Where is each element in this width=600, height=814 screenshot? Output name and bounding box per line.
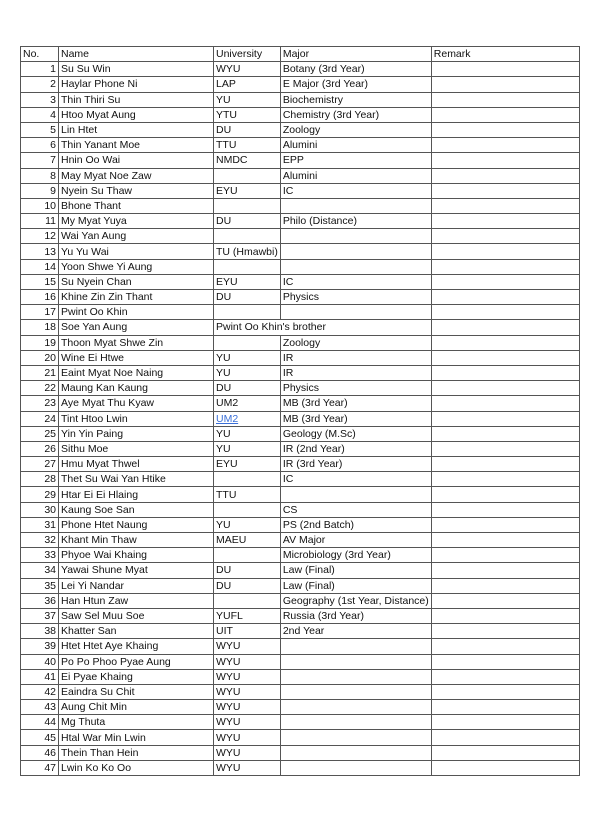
header-row: [21, 47, 580, 62]
cell-name: Aye Myat Thu Kyaw: [59, 396, 214, 411]
cell-remark: [431, 502, 579, 517]
cell-name: Thoon Myat Shwe Zin: [59, 335, 214, 350]
cell-university: [214, 259, 281, 274]
cell-name: Hnin Oo Wai: [59, 153, 214, 168]
table-row: [21, 365, 580, 380]
cell-remark: [431, 244, 579, 259]
header-university: University: [214, 47, 281, 62]
cell-major: [280, 700, 431, 715]
cell-university: MAEU: [214, 533, 281, 548]
cell-major: MB (3rd Year): [280, 396, 431, 411]
cell-remark: [431, 381, 579, 396]
cell-name: Eaint Myat Noe Naing: [59, 365, 214, 380]
cell-remark: [431, 624, 579, 639]
table-row: [21, 700, 580, 715]
cell-no: 16: [21, 290, 59, 305]
cell-name: Su Su Win: [59, 62, 214, 77]
table-row: [21, 350, 580, 365]
cell-university: WYU: [214, 684, 281, 699]
cell-major: [280, 745, 431, 760]
cell-university: WYU: [214, 639, 281, 654]
cell-remark: [431, 62, 579, 77]
cell-major: Russia (3rd Year): [280, 608, 431, 623]
cell-university: YTU: [214, 107, 281, 122]
cell-no: 45: [21, 730, 59, 745]
cell-major: PS (2nd Batch): [280, 517, 431, 532]
cell-name: Eaindra Su Chit: [59, 684, 214, 699]
header-name: Name: [59, 47, 214, 62]
cell-name: Saw Sel Muu Soe: [59, 608, 214, 623]
cell-remark: [431, 77, 579, 92]
cell-name: Han Htun Zaw: [59, 593, 214, 608]
cell-remark: [431, 654, 579, 669]
cell-remark: [431, 760, 579, 775]
cell-remark: [431, 396, 579, 411]
cell-no: 32: [21, 533, 59, 548]
cell-no: 21: [21, 365, 59, 380]
table-row: [21, 183, 580, 198]
cell-no: 31: [21, 517, 59, 532]
cell-remark: [431, 426, 579, 441]
cell-no: 24: [21, 411, 59, 426]
table-row: [21, 639, 580, 654]
cell-remark: [431, 305, 579, 320]
cell-no: 29: [21, 487, 59, 502]
cell-major: Alumini: [280, 138, 431, 153]
student-table-container: [20, 46, 580, 776]
cell-remark: [431, 259, 579, 274]
cell-remark: [431, 517, 579, 532]
cell-name: Wine Ei Htwe: [59, 350, 214, 365]
table-row: [21, 335, 580, 350]
cell-name: Su Nyein Chan: [59, 274, 214, 289]
table-row: [21, 305, 580, 320]
table-row: [21, 472, 580, 487]
cell-remark: [431, 639, 579, 654]
cell-name: Hmu Myat Thwel: [59, 457, 214, 472]
table-row: [21, 153, 580, 168]
cell-name: Mg Thuta: [59, 715, 214, 730]
cell-major: Physics: [280, 381, 431, 396]
cell-university: TTU: [214, 138, 281, 153]
cell-major: [280, 305, 431, 320]
cell-remark: [431, 290, 579, 305]
cell-name: Lei Yi Nandar: [59, 578, 214, 593]
cell-university: EYU: [214, 457, 281, 472]
cell-name: Khatter San: [59, 624, 214, 639]
cell-major: Geology (M.Sc): [280, 426, 431, 441]
cell-university: DU: [214, 578, 281, 593]
cell-major: [280, 715, 431, 730]
cell-no: 37: [21, 608, 59, 623]
cell-university: TU (Hmawbi): [214, 244, 281, 259]
cell-remark: [431, 472, 579, 487]
cell-university: WYU: [214, 745, 281, 760]
cell-no: 1: [21, 62, 59, 77]
cell-major: [280, 760, 431, 775]
cell-major: Geography (1st Year, Distance): [280, 593, 431, 608]
cell-university: YU: [214, 441, 281, 456]
cell-major: IC: [280, 274, 431, 289]
cell-university: WYU: [214, 760, 281, 775]
table-row: [21, 578, 580, 593]
cell-university: DU: [214, 214, 281, 229]
cell-no: 9: [21, 183, 59, 198]
cell-university: WYU: [214, 669, 281, 684]
cell-remark: [431, 320, 579, 335]
cell-remark: [431, 92, 579, 107]
cell-no: 36: [21, 593, 59, 608]
cell-remark: [431, 274, 579, 289]
cell-no: 43: [21, 700, 59, 715]
cell-no: 10: [21, 198, 59, 213]
cell-remark: [431, 168, 579, 183]
cell-name: Htet Htet Aye Khaing: [59, 639, 214, 654]
cell-no: 7: [21, 153, 59, 168]
cell-no: 35: [21, 578, 59, 593]
cell-no: 33: [21, 548, 59, 563]
cell-major: Zoology: [280, 335, 431, 350]
cell-name: Bhone Thant: [59, 198, 214, 213]
cell-remark: [431, 229, 579, 244]
cell-remark: [431, 214, 579, 229]
cell-no: 26: [21, 441, 59, 456]
cell-name: Khant Min Thaw: [59, 533, 214, 548]
cell-remark: [431, 411, 579, 426]
table-row: [21, 730, 580, 745]
cell-major: [280, 259, 431, 274]
table-row: [21, 107, 580, 122]
cell-university: YU: [214, 350, 281, 365]
table-row: [21, 396, 580, 411]
table-row: [21, 290, 580, 305]
cell-remark: [431, 745, 579, 760]
table-row: [21, 214, 580, 229]
cell-university: WYU: [214, 654, 281, 669]
cell-university: EYU: [214, 183, 281, 198]
cell-university: YU: [214, 517, 281, 532]
cell-remark: [431, 122, 579, 137]
cell-name: Thein Than Hein: [59, 745, 214, 760]
cell-remark: [431, 183, 579, 198]
table-row: [21, 168, 580, 183]
cell-university: [214, 502, 281, 517]
cell-name: Yoon Shwe Yi Aung: [59, 259, 214, 274]
cell-no: 27: [21, 457, 59, 472]
cell-name: Thin Thiri Su: [59, 92, 214, 107]
cell-no: 4: [21, 107, 59, 122]
cell-no: 40: [21, 654, 59, 669]
cell-remark: [431, 441, 579, 456]
table-row: [21, 624, 580, 639]
table-row: [21, 608, 580, 623]
cell-remark: [431, 548, 579, 563]
cell-name: Yawai Shune Myat: [59, 563, 214, 578]
cell-name: Ei Pyae Khaing: [59, 669, 214, 684]
cell-major: Microbiology (3rd Year): [280, 548, 431, 563]
cell-major: EPP: [280, 153, 431, 168]
cell-name: Sithu Moe: [59, 441, 214, 456]
cell-remark: [431, 350, 579, 365]
cell-no: 2: [21, 77, 59, 92]
cell-remark: [431, 138, 579, 153]
cell-name: Thin Yanant Moe: [59, 138, 214, 153]
cell-no: 8: [21, 168, 59, 183]
table-row: [21, 381, 580, 396]
cell-no: 41: [21, 669, 59, 684]
cell-university: YU: [214, 365, 281, 380]
cell-name: Yu Yu Wai: [59, 244, 214, 259]
cell-name: Lin Htet: [59, 122, 214, 137]
cell-university: WYU: [214, 62, 281, 77]
cell-name: Htoo Myat Aung: [59, 107, 214, 122]
cell-no: 44: [21, 715, 59, 730]
table-row: [21, 502, 580, 517]
table-body: [21, 62, 580, 776]
cell-no: 39: [21, 639, 59, 654]
cell-university: [214, 198, 281, 213]
table-row: [21, 533, 580, 548]
cell-remark: [431, 198, 579, 213]
cell-university: LAP: [214, 77, 281, 92]
cell-remark: [431, 335, 579, 350]
cell-major: IR: [280, 350, 431, 365]
cell-major: 2nd Year: [280, 624, 431, 639]
cell-name: Htar Ei Ei Hlaing: [59, 487, 214, 502]
cell-university: [214, 305, 281, 320]
cell-remark: [431, 669, 579, 684]
cell-major: IC: [280, 472, 431, 487]
cell-major: [280, 684, 431, 699]
cell-major: [280, 654, 431, 669]
cell-no: 46: [21, 745, 59, 760]
cell-no: 23: [21, 396, 59, 411]
cell-major: IC: [280, 183, 431, 198]
cell-university: [214, 229, 281, 244]
cell-university: UIT: [214, 624, 281, 639]
cell-university[interactable]: [214, 411, 281, 426]
cell-major: [280, 229, 431, 244]
cell-major: [280, 669, 431, 684]
cell-name: Khine Zin Zin Thant: [59, 290, 214, 305]
table-row: [21, 593, 580, 608]
cell-major: [280, 198, 431, 213]
cell-name: Nyein Su Thaw: [59, 183, 214, 198]
cell-name: Haylar Phone Ni: [59, 77, 214, 92]
cell-name: Aung Chit Min: [59, 700, 214, 715]
cell-no: 12: [21, 229, 59, 244]
cell-university: [214, 593, 281, 608]
cell-no: 20: [21, 350, 59, 365]
cell-name: Yin Yin Paing: [59, 426, 214, 441]
table-row: [21, 411, 580, 426]
cell-major: IR: [280, 365, 431, 380]
cell-no: 14: [21, 259, 59, 274]
cell-no: 22: [21, 381, 59, 396]
cell-remark: [431, 700, 579, 715]
cell-university: YU: [214, 426, 281, 441]
cell-remark: [431, 365, 579, 380]
cell-major: AV Major: [280, 533, 431, 548]
table-row: [21, 457, 580, 472]
cell-remark: [431, 715, 579, 730]
cell-major: Botany (3rd Year): [280, 62, 431, 77]
table-row: [21, 517, 580, 532]
table-row: [21, 320, 580, 335]
cell-major: Alumini: [280, 168, 431, 183]
cell-university: WYU: [214, 715, 281, 730]
cell-university: EYU: [214, 274, 281, 289]
cell-major: Physics: [280, 290, 431, 305]
cell-remark: [431, 153, 579, 168]
table-row: [21, 259, 580, 274]
cell-major: Chemistry (3rd Year): [280, 107, 431, 122]
cell-university: DU: [214, 290, 281, 305]
header-remark: Remark: [431, 47, 579, 62]
table-row: [21, 715, 580, 730]
cell-no: 30: [21, 502, 59, 517]
header-no: No.: [21, 47, 59, 62]
table-row: [21, 122, 580, 137]
table-row: [21, 62, 580, 77]
table-row: [21, 760, 580, 775]
table-row: [21, 77, 580, 92]
cell-no: 6: [21, 138, 59, 153]
cell-university: YUFL: [214, 608, 281, 623]
cell-major: Biochemistry: [280, 92, 431, 107]
cell-no: 38: [21, 624, 59, 639]
cell-no: 17: [21, 305, 59, 320]
cell-major: Philo (Distance): [280, 214, 431, 229]
cell-university: [214, 335, 281, 350]
cell-university: DU: [214, 381, 281, 396]
cell-remark: [431, 533, 579, 548]
cell-name: Wai Yan Aung: [59, 229, 214, 244]
cell-university: [214, 548, 281, 563]
cell-name: Thet Su Wai Yan Htike: [59, 472, 214, 487]
cell-no: 5: [21, 122, 59, 137]
cell-university: WYU: [214, 700, 281, 715]
cell-university: [214, 168, 281, 183]
table-row: [21, 654, 580, 669]
cell-major: Law (Final): [280, 563, 431, 578]
cell-major: IR (2nd Year): [280, 441, 431, 456]
table-row: [21, 745, 580, 760]
cell-name: Pwint Oo Khin: [59, 305, 214, 320]
cell-name: Htal War Min Lwin: [59, 730, 214, 745]
cell-major: [280, 730, 431, 745]
cell-no: 25: [21, 426, 59, 441]
university-link[interactable]: UM2: [216, 412, 239, 425]
cell-no: 15: [21, 274, 59, 289]
cell-major: MB (3rd Year): [280, 411, 431, 426]
cell-major: IR (3rd Year): [280, 457, 431, 472]
cell-name: May Myat Noe Zaw: [59, 168, 214, 183]
cell-major: CS: [280, 502, 431, 517]
cell-name: My Myat Yuya: [59, 214, 214, 229]
cell-no: 28: [21, 472, 59, 487]
cell-no: 42: [21, 684, 59, 699]
table-row: [21, 487, 580, 502]
cell-university: YU: [214, 92, 281, 107]
cell-major: [280, 639, 431, 654]
table-row: [21, 426, 580, 441]
cell-university: DU: [214, 122, 281, 137]
cell-name: Phyoe Wai Khaing: [59, 548, 214, 563]
cell-name: Po Po Phoo Pyae Aung: [59, 654, 214, 669]
cell-remark: [431, 593, 579, 608]
cell-name: Maung Kan Kaung: [59, 381, 214, 396]
cell-remark: [431, 563, 579, 578]
table-row: [21, 441, 580, 456]
cell-no: 13: [21, 244, 59, 259]
cell-remark: [431, 684, 579, 699]
cell-remark: [431, 608, 579, 623]
table-row: [21, 669, 580, 684]
student-table: [20, 46, 580, 776]
cell-major: [280, 244, 431, 259]
cell-university: UM2: [214, 396, 281, 411]
cell-major: E Major (3rd Year): [280, 77, 431, 92]
cell-no: 18: [21, 320, 59, 335]
cell-name: Kaung Soe San: [59, 502, 214, 517]
cell-university: WYU: [214, 730, 281, 745]
cell-no: 19: [21, 335, 59, 350]
table-row: [21, 229, 580, 244]
cell-remark: [431, 457, 579, 472]
cell-major: [280, 487, 431, 502]
table-row: [21, 138, 580, 153]
cell-no: 47: [21, 760, 59, 775]
cell-name: Phone Htet Naung: [59, 517, 214, 532]
cell-remark: [431, 107, 579, 122]
table-row: [21, 92, 580, 107]
table-row: [21, 274, 580, 289]
cell-remark: [431, 730, 579, 745]
table-row: [21, 244, 580, 259]
cell-university: Pwint Oo Khin's brother: [214, 320, 432, 335]
cell-university: NMDC: [214, 153, 281, 168]
cell-name: Tint Htoo Lwin: [59, 411, 214, 426]
header-major: Major: [280, 47, 431, 62]
cell-remark: [431, 487, 579, 502]
cell-no: 3: [21, 92, 59, 107]
cell-name: Soe Yan Aung: [59, 320, 214, 335]
cell-university: [214, 472, 281, 487]
cell-no: 34: [21, 563, 59, 578]
cell-major: Law (Final): [280, 578, 431, 593]
cell-university: TTU: [214, 487, 281, 502]
cell-remark: [431, 578, 579, 593]
cell-major: Zoology: [280, 122, 431, 137]
table-row: [21, 548, 580, 563]
table-row: [21, 563, 580, 578]
cell-university: DU: [214, 563, 281, 578]
table-row: [21, 684, 580, 699]
cell-no: 11: [21, 214, 59, 229]
cell-name: Lwin Ko Ko Oo: [59, 760, 214, 775]
table-row: [21, 198, 580, 213]
